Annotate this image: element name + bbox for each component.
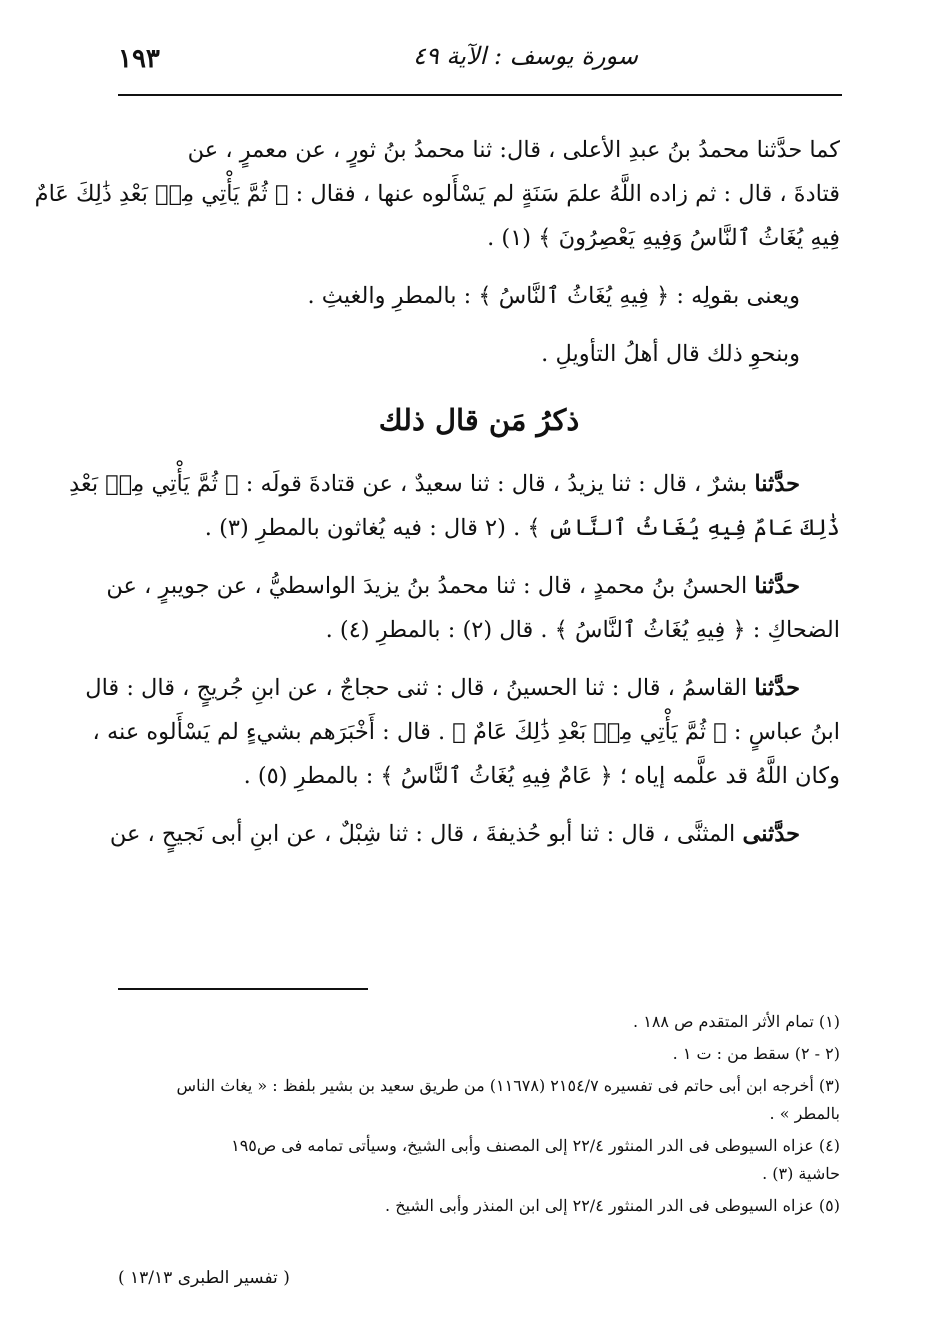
volume-signature: ( تفسير الطبرى ١٣/١٣ ) bbox=[118, 1268, 290, 1288]
text-line: كما حدَّثنا محمدُ بنُ عبدِ الأعلى ، قال: ثنا محمدُ بنُ ثورٍ ، عن معمرٍ ، عن bbox=[187, 137, 840, 163]
text-line: وبنحوِ ذلك قال أهلُ التأويلِ . bbox=[541, 341, 800, 367]
running-title: سورة يوسف : الآية ٤٩ bbox=[413, 42, 638, 70]
section-heading: ذكرُ مَن قال ذلك bbox=[378, 403, 580, 437]
text-line: فِيهِ يُغَاثُ ٱلنَّاسُ وَفِيهِ يَعْصِرُونَ ﴾ (١) . bbox=[487, 225, 840, 251]
paragraph-3 bbox=[118, 332, 840, 376]
text-line: ابنُ عباسٍ : ﴿ ثُمَّ يَأْتِي مِنۢ بَعْدِ ذَٰلِكَ عَامٌ ﴾ . قال : أَخْبَرَهم بشيءٍ لم يَسْأَلوه عنه ، bbox=[92, 719, 840, 745]
footnote-1: (١) تمام الأثر المتقدم ص ١٨٨ . bbox=[633, 1012, 840, 1031]
chain-lead: حدَّثنى bbox=[742, 821, 800, 847]
paragraph-2 bbox=[118, 274, 840, 318]
text-line bbox=[106, 564, 840, 608]
main-text bbox=[34, 128, 840, 870]
footnote-3: (٣) أخرجه ابن أبى حاتم فى تفسيره ٢١٥٤/٧ (١١٦٧٨) من طريق سعيد بن بشير بلفظ : « يغاث الناس bbox=[176, 1076, 840, 1095]
line-text: المثنَّى ، قال : ثنا أبو حُذيفةَ ، قال : ثنا شِبْلٌ ، عن ابنِ أبى نَجيحٍ ، عن bbox=[109, 821, 736, 847]
text-line: ويعنى بقولِه : ﴿ فِيهِ يُغَاثُ ٱلنَّاسُ ﴾ : بالمطرِ والغيثِ . bbox=[307, 283, 800, 309]
text-line: ذَٰلِكَ عَامٌ فِيهِ يُغَاثُ ٱلنَّاسُ ﴾ . (٢ قال : فيه يُغاثون بالمطرِ (٣) . bbox=[204, 515, 840, 541]
footnote-4: (٤) عزاه السيوطى فى الدر المنثور ٢٢/٤ إلى المصنف وأبى الشيخ، وسيأتى تمامه فى ص١٩٥ bbox=[231, 1136, 840, 1155]
chain-lead: حدَّثنا bbox=[754, 573, 800, 599]
paragraph-6 bbox=[85, 666, 840, 798]
text-line: قتادةَ ، قال : ثم زاده اللَّهُ علمَ سَنَةٍ لم يَسْأَلوه عنها ، فقال : ﴿ ثُمَّ يَأْتِي مِنۢ بَعْدِ ذَٰلِكَ عَامٌ bbox=[34, 181, 840, 207]
text-line bbox=[69, 462, 840, 506]
paragraph-5 bbox=[106, 564, 840, 652]
footnote-4-cont: حاشية (٣) . bbox=[762, 1164, 840, 1183]
text-line bbox=[109, 812, 840, 856]
line-text: بشرٌ ، قال : ثنا يزيدُ ، قال : ثنا سعيدٌ ، عن قتادةَ قولَه : ﴿ ثُمَّ يَأْتِي مِنۢ بَعْدِ bbox=[69, 471, 748, 497]
text-line bbox=[85, 666, 840, 710]
footnote-3-cont: بالمطر » . bbox=[769, 1104, 840, 1123]
line-text: الحسنُ بنُ محمدٍ ، قال : ثنا محمدُ بنُ يزيدَ الواسطيُّ ، عن جويبرٍ ، عن bbox=[106, 573, 748, 599]
page-number: ١٩٣ bbox=[118, 44, 160, 74]
footnote-5: (٥) عزاه السيوطى فى الدر المنثور ٢٢/٤ إلى ابن المنذر وأبى الشيخ . bbox=[385, 1196, 840, 1215]
header-divider bbox=[118, 94, 842, 96]
paragraph-1 bbox=[34, 128, 840, 260]
text-line: الضحاكِ : ﴿ فِيهِ يُغَاثُ ٱلنَّاسُ ﴾ . قال (٢) : بالمطرِ (٤) . bbox=[325, 617, 840, 643]
chain-lead: حدَّثنا bbox=[754, 471, 800, 497]
footnote-2: (٢ - ٢) سقط من : ت ١ . bbox=[672, 1044, 840, 1063]
paragraph-4 bbox=[69, 462, 840, 550]
chain-lead: حدَّثنا bbox=[754, 675, 800, 701]
paragraph-7 bbox=[109, 812, 840, 856]
line-text: القاسمُ ، قال : ثنا الحسينُ ، قال : ثنى حجاجٌ ، عن ابنِ جُريجٍ ، قال : قال bbox=[85, 675, 748, 701]
text-line: وكان اللَّهُ قد علَّمه إياه ؛ ﴿ عَامٌ فِيهِ يُغَاثُ ٱلنَّاسُ ﴾ : بالمطرِ (٥) . bbox=[243, 763, 840, 789]
page-header bbox=[118, 42, 838, 92]
footnotes bbox=[118, 1008, 840, 1220]
footnote-divider bbox=[118, 988, 368, 990]
